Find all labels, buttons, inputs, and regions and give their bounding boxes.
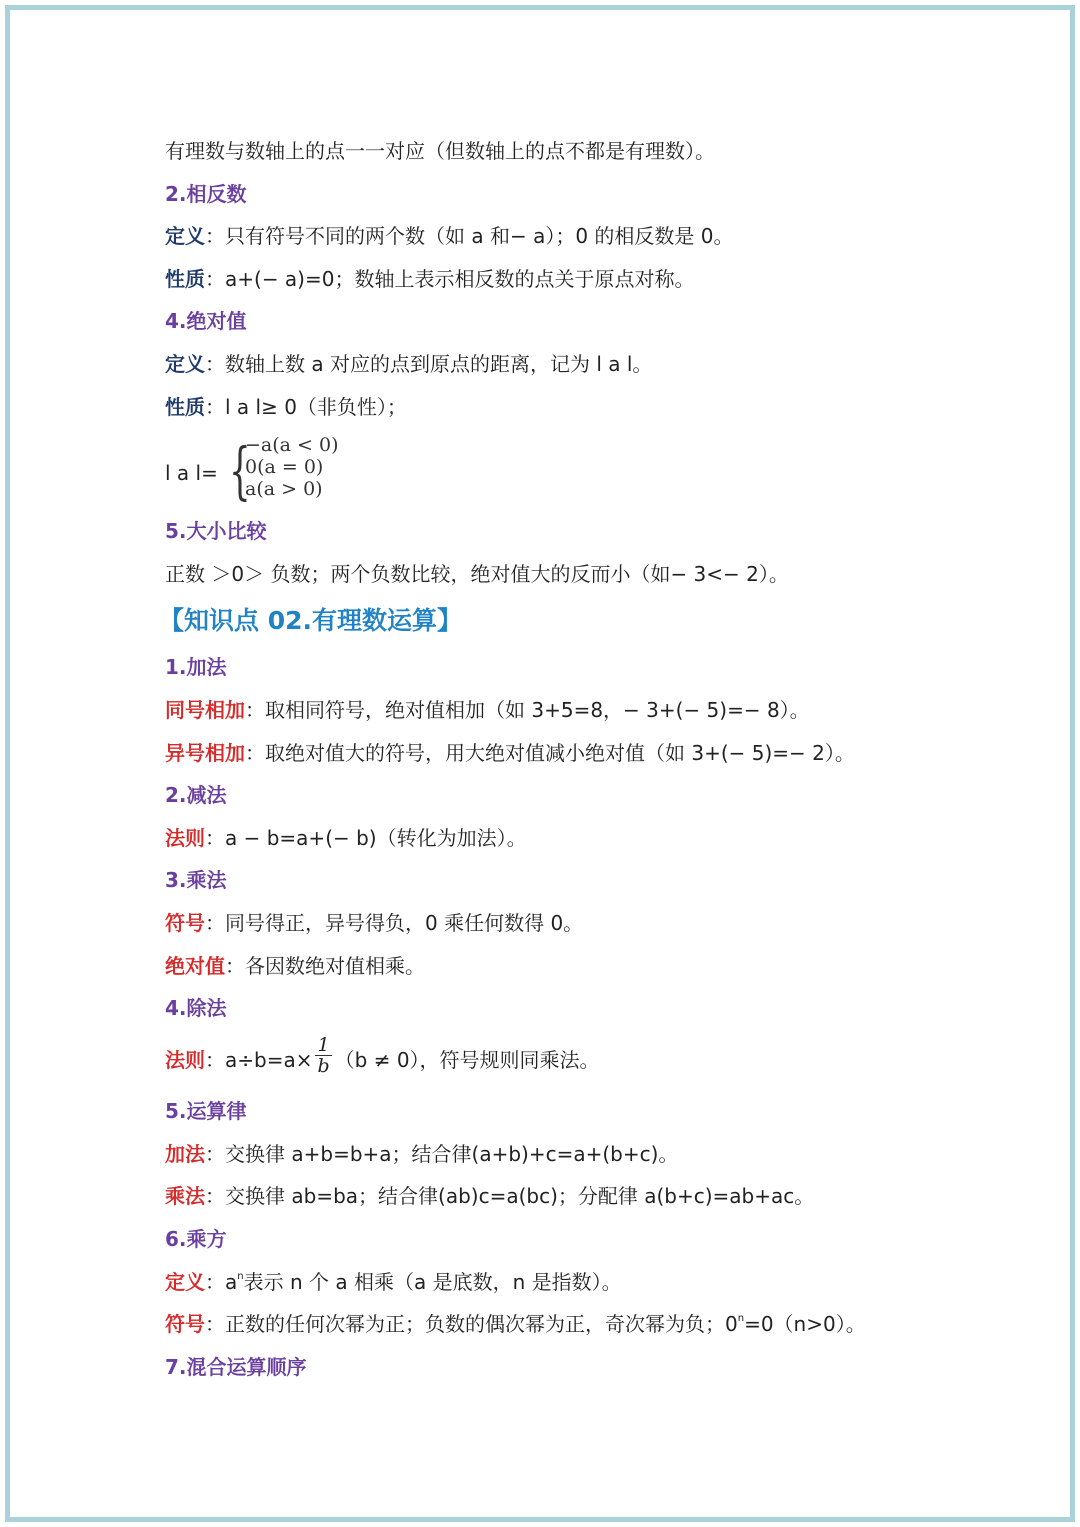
multiplication-label: 乘法 bbox=[165, 1184, 205, 1209]
exponent-n: n bbox=[737, 1313, 745, 1325]
fraction-numerator: 1 bbox=[315, 1035, 331, 1056]
heading-operation-laws: 5.运算律 bbox=[165, 1099, 247, 1124]
heading-addition: 1.加法 bbox=[165, 655, 227, 680]
fraction-one-over-b bbox=[315, 1035, 331, 1076]
property-label: 性质 bbox=[165, 266, 205, 291]
addition-laws-text: ：交换律 a+b=b+a；结合律(a+b)+c=a+(b+c)。 bbox=[205, 1141, 679, 1166]
opposite-property bbox=[165, 264, 1025, 294]
absolute-piecewise-formula bbox=[165, 434, 1025, 512]
addition-different-sign bbox=[165, 738, 1025, 768]
rule-label: 法则 bbox=[165, 825, 205, 850]
document-body bbox=[159, 136, 1025, 1394]
power-sign bbox=[165, 1309, 1025, 1339]
laws-addition bbox=[165, 1139, 1025, 1169]
heading-comparison: 5.大小比较 bbox=[165, 519, 267, 544]
absolute-label: 绝对值 bbox=[165, 953, 225, 978]
different-sign-text: ：取绝对值大的符号，用大绝对值减小绝对值（如 3+(− 5)=− 2）。 bbox=[245, 740, 855, 765]
section-title: 【知识点 02.有理数运算】 bbox=[159, 606, 462, 636]
heading-subtraction: 2.减法 bbox=[165, 783, 227, 808]
absolute-text: ：各因数绝对值相乘。 bbox=[225, 953, 425, 978]
sign-text: ：同号得正，异号得负，0 乘任何数得 0。 bbox=[205, 910, 584, 935]
same-sign-text: ：取相同符号，绝对值相加（如 3+5=8，− 3+(− 5)=− 8）。 bbox=[245, 697, 810, 722]
piecewise-cases bbox=[245, 434, 339, 500]
rule-label: 法则 bbox=[165, 1047, 205, 1072]
sign-label: 符号 bbox=[165, 910, 205, 935]
sign-label: 符号 bbox=[165, 1312, 205, 1337]
piecewise-lhs: l a l= bbox=[165, 461, 218, 486]
property-text: ：l a l≥ 0（非负性）； bbox=[205, 394, 407, 419]
left-brace-icon: { bbox=[229, 434, 251, 508]
sign-text-post: =0（n>0）。 bbox=[744, 1312, 866, 1337]
power-definition bbox=[165, 1267, 1025, 1297]
rule-text-post: （b ≠ 0），符号规则同乘法。 bbox=[334, 1047, 600, 1072]
addition-label: 加法 bbox=[165, 1141, 205, 1166]
multiplication-absolute bbox=[165, 951, 1025, 981]
heading-absolute-value: 4.绝对值 bbox=[165, 309, 247, 334]
subtraction-rule bbox=[165, 823, 1025, 853]
definition-text: ：数轴上数 a 对应的点到原点的距离，记为 l a l。 bbox=[205, 351, 653, 376]
case-zero: 0(a = 0) bbox=[245, 456, 324, 479]
case-negative: −a(a < 0) bbox=[245, 434, 339, 457]
heading-division: 4.除法 bbox=[165, 996, 227, 1021]
heading-power: 6.乘方 bbox=[165, 1227, 227, 1252]
addition-same-sign bbox=[165, 695, 1025, 725]
division-rule bbox=[165, 1033, 1025, 1084]
definition-label: 定义 bbox=[165, 224, 205, 249]
opposite-definition bbox=[165, 221, 1025, 251]
property-label: 性质 bbox=[165, 394, 205, 419]
definition-text-pre: ：a bbox=[205, 1269, 238, 1294]
definition-text: ：只有符号不同的两个数（如 a 和− a）；0 的相反数是 0。 bbox=[205, 224, 734, 249]
exponent-n: n bbox=[237, 1270, 244, 1282]
case-positive: a(a > 0) bbox=[245, 478, 323, 501]
heading-multiplication: 3.乘法 bbox=[165, 868, 227, 893]
same-sign-label: 同号相加 bbox=[165, 697, 245, 722]
sign-text-pre: ：正数的任何次幂为正；负数的偶次幂为正，奇次幂为负；0 bbox=[205, 1312, 738, 1337]
different-sign-label: 异号相加 bbox=[165, 740, 245, 765]
laws-multiplication bbox=[165, 1181, 1025, 1211]
rule-text-pre: ：a÷b=a× bbox=[205, 1047, 313, 1072]
multiplication-laws-text: ：交换律 ab=ba；结合律(ab)c=a(bc)；分配律 a(b+c)=ab+ac。 bbox=[205, 1184, 815, 1209]
absolute-definition bbox=[165, 349, 1025, 379]
definition-text-post: 表示 n 个 a 相乘（a 是底数，n 是指数）。 bbox=[243, 1269, 622, 1294]
absolute-property bbox=[165, 392, 1025, 422]
definition-label: 定义 bbox=[165, 351, 205, 376]
comparison-text: 正数 ＞0＞ 负数；两个负数比较，绝对值大的反而小（如− 3<− 2）。 bbox=[165, 561, 789, 586]
multiplication-sign bbox=[165, 908, 1025, 938]
property-text: ：a+(− a)=0；数轴上表示相反数的点关于原点对称。 bbox=[205, 266, 695, 291]
definition-label: 定义 bbox=[165, 1269, 205, 1294]
intro-text: 有理数与数轴上的点一一对应（但数轴上的点不都是有理数）。 bbox=[165, 139, 715, 163]
heading-mixed-operations: 7.混合运算顺序 bbox=[165, 1354, 307, 1379]
heading-opposite-number: 2.相反数 bbox=[165, 181, 247, 206]
fraction-denominator: b bbox=[317, 1054, 330, 1077]
rule-text: ：a − b=a+(− b)（转化为加法）。 bbox=[205, 825, 527, 850]
